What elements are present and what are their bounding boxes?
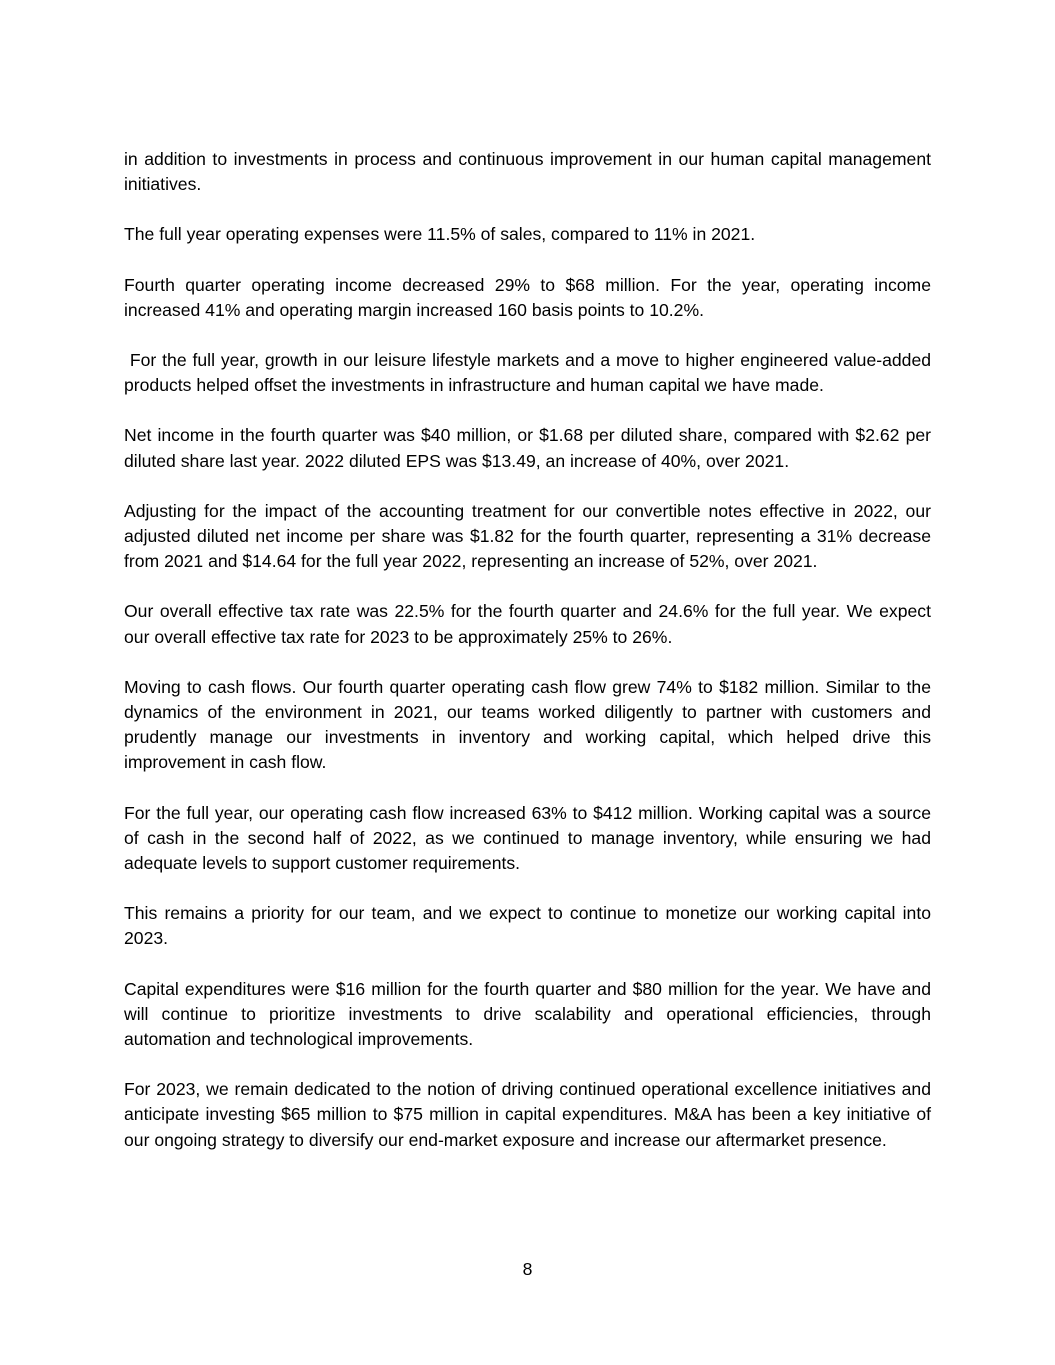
paragraph-cash-flow-year: For the full year, our operating cash flow increased 63% to $412 million. Working capital was a source of cash in the second half of 2022, as we continued to manage inventory, while ensuring we had adequate levels to support customer requirements. bbox=[124, 802, 931, 874]
paragraph-leisure-growth: For the full year, growth in our leisure lifestyle markets and a move to higher engineered value-added products helped offset the investments in infrastructure and human capital we have made. bbox=[124, 350, 936, 396]
paragraph-cash-flow-quarter: Moving to cash flows. Our fourth quarter operating cash flow grew 74% to $182 million. Similar to the dynamics of the environment in 2021, our teams worked diligently to partner with customers and prudently manage our investments in inventory and working capital, which helped drive this improvement in cash flow. bbox=[124, 676, 931, 773]
paragraph-2023-outlook: For 2023, we remain dedicated to the notion of driving continued operational excellence initiatives and anticipate investing $65 million to $75 million in capital expenditures. M&A has been a key initiative of our ongoing strategy to diversify our end-market exposure and increase our aftermarket presence. bbox=[124, 1079, 931, 1150]
paragraph-hcm-initiatives: in addition to investments in process and continuous improvement in our human capital management initiatives. bbox=[124, 149, 931, 195]
paragraph-tax-rate: Our overall effective tax rate was 22.5% for the fourth quarter and 24.6% for the full year. We expect our overall effective tax rate for 2023 to be approximately 25% to 26%. bbox=[124, 601, 931, 647]
paragraph-capital-expenditures: Capital expenditures were $16 million for the fourth quarter and $80 million for the year. We have and will continue to prioritize investments to drive scalability and operational efficiencies, through automation and technological improvements. bbox=[124, 978, 931, 1050]
page-number: 8 bbox=[522, 1259, 533, 1279]
document-body bbox=[124, 147, 936, 1178]
paragraph-operating-income: Fourth quarter operating income decreased 29% to $68 million. For the year, operating income increased 41% and operating margin increased 160 basis points to 10.2%. bbox=[124, 274, 931, 320]
paragraph-working-capital-priority: This remains a priority for our team, and we expect to continue to monetize our working capital into 2023. bbox=[124, 903, 931, 949]
paragraph-net-income: Net income in the fourth quarter was $40 million, or $1.68 per diluted share, compared with $2.62 per diluted share last year. 2022 diluted EPS was $13.49, an increase of 40%, over 2021. bbox=[124, 425, 931, 471]
paragraph-adjusted-eps: Adjusting for the impact of the accounting treatment for our convertible notes effective in 2022, our adjusted diluted net income per share was $1.82 for the fourth quarter, representing a 31% decrease from 2021 and $14.64 for the full year 2022, representing an increase of 52%, over 2021. bbox=[124, 500, 931, 572]
paragraph-operating-expenses: The full year operating expenses were 11.5% of sales, compared to 11% in 2021. bbox=[124, 224, 756, 245]
